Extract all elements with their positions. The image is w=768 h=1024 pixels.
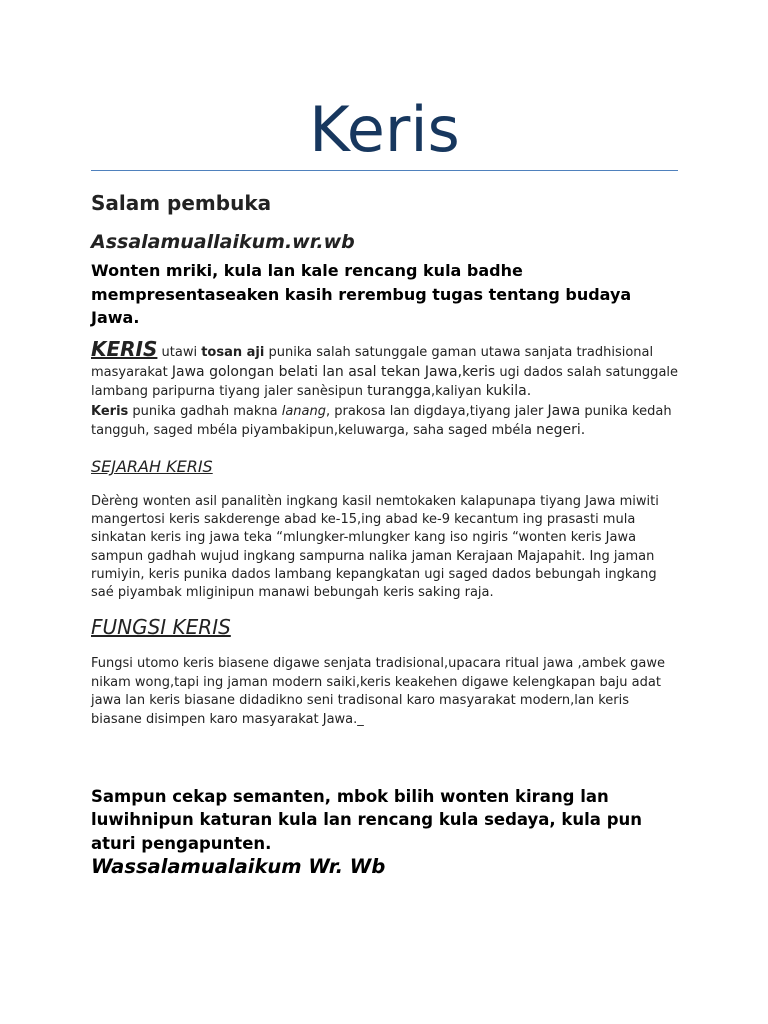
title-divider (91, 170, 678, 171)
sejarah-heading: SEJARAH KERIS (91, 457, 213, 476)
closing-paragraph: Sampun cekap semanten, mbok bilih wonten kirang lan luwihnipun katuran kula lan rencang kula sedaya, kula pun aturi pengapunten. (91, 787, 642, 853)
fungsi-heading: FUNGSI KERIS (91, 615, 231, 639)
greeting: Assalamuallaikum.wr.wb (91, 231, 355, 253)
jawa-2: Jawa (547, 402, 581, 419)
keris-text-1: utawi (157, 345, 202, 360)
keris-text-7: punika kedah tangguh, saged mbéla piyambakipun,keluwarga, saha saged mbéla (91, 403, 672, 439)
kukila: kukila. (485, 383, 532, 400)
keris-paragraph (91, 337, 679, 441)
keris-text-6: , prakosa lan digdaya,tiyang jaler (325, 403, 548, 419)
document-title: Keris (309, 93, 460, 166)
keris-text-2: punika salah satunggale gaman utawa sanjata tradhisional masyarakat (91, 345, 654, 380)
keris-text-3: ugi dados salah satunggale lambang paripurna tiyang jaler sanèsipun (91, 364, 679, 400)
fungsi-paragraph: Fungsi utomo keris biasene digawe senjata tradisional,upacara ritual jawa ,ambek gawe nikam wong,tapi ing jaman modern saiki,keris keakehen digawe kelengkapan baju adat jawa lan keris biasane didadikno seni tradisonal karo masyarakat modern,lan keris biasane disimpen karo masyarakat Jawa._ (91, 656, 665, 727)
turangga: turangga (367, 383, 432, 400)
keris-text-4: ,kaliyan (431, 384, 486, 400)
sejarah-paragraph: Dèrèng wonten asil panalitèn ingkang kasil nemtokaken kalapunapa tiyang Jawa miwiti mangertosi keris sakderenge abad ke-15,ing abad ke-9 kecantum ing prasasti mula sinkatan keris ing jawa teka “mlungker-mlungker kang iso ngiris “wonten keris Jawa sampun gadhah wujud ingkang sampurna nalika jaman Kerajaan Majapahit. Ing jaman rumiyin, keris punika dados lambang kepangkatan ugi saged dados bebungah ingkang saé piyambak mliginipun manawi bebungah keris saking raja. (91, 494, 659, 601)
intro-paragraph: Wonten mriki, kula lan kale rencang kula badhe mempresentaseaken kasih rerembug tugas tentang budaya Jawa. (91, 261, 632, 327)
tosan-aji: tosan aji (201, 345, 265, 360)
keris-bold: Keris (91, 403, 129, 419)
jawa-golongan: Jawa golongan belati lan asal tekan Jawa,keris (171, 363, 496, 380)
greeting-heading: Salam pembuka (91, 191, 272, 215)
lanang: lanang (281, 403, 326, 419)
negeri: negeri. (536, 422, 586, 439)
keris-text-5: punika gadhah makna (128, 403, 282, 419)
keris-word: KERIS (91, 337, 158, 361)
farewell: Wassalamualaikum Wr. Wb (91, 855, 386, 878)
